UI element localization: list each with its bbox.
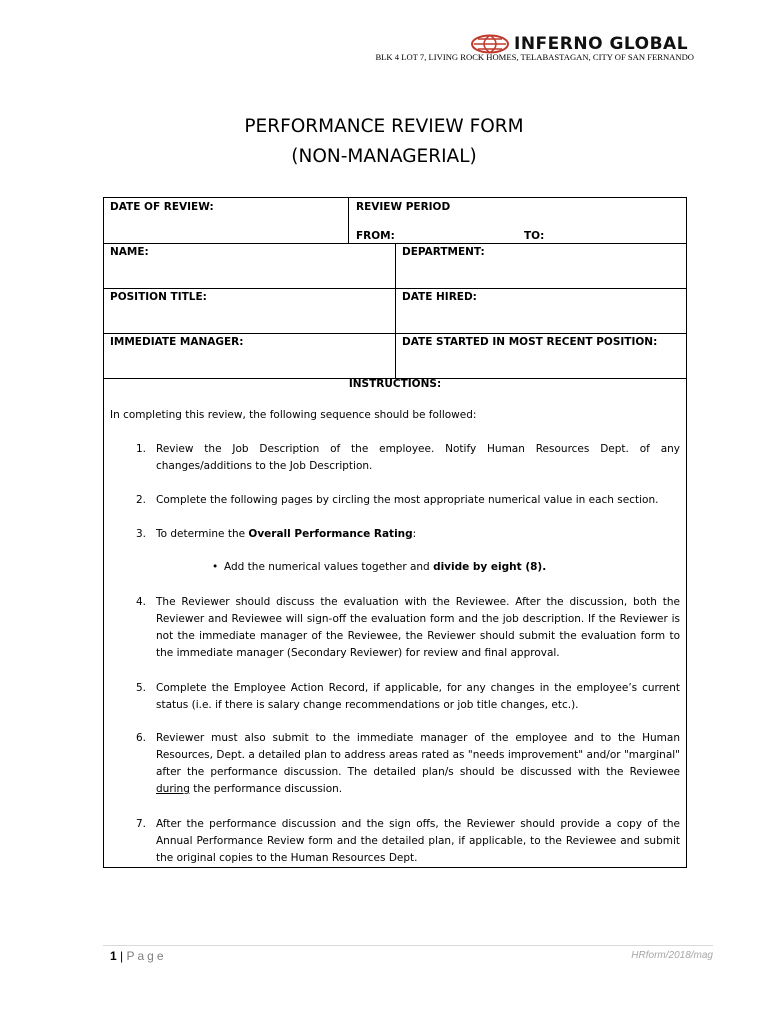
item-text-part: :: [412, 528, 417, 540]
instruction-item: [128, 594, 680, 662]
immediate-manager-label: IMMEDIATE MANAGER:: [110, 336, 244, 348]
item-text: The Reviewer should discuss the evaluation with the Reviewee. After the discussion, both the Reviewer and Reviewee will sign-off the evaluation form and the job description. If the Reviewer is not the immediate manager of the Reviewee, the Reviewer should submit the evaluation form to the immediate manager (Secondary Reviewer) for review and final approval.: [156, 596, 680, 659]
company-address: BLK 4 LOT 7, LIVING ROCK HOMES, TELABASTAGAN, CITY OF SAN FERNANDO: [375, 52, 694, 62]
globe-logo-icon: [470, 34, 510, 54]
item-text-part: Reviewer must also submit to the immediate manager of the employee and to the Human Resources, Dept. a detailed plan to address areas rated as "needs improvement" and/or "marginal" after the performance discussion. The detailed plan/s should be discussed with the Reviewee: [156, 732, 680, 778]
review-period-label: REVIEW PERIOD: [356, 201, 451, 213]
name-label: NAME:: [110, 246, 149, 258]
review-form-table: [103, 197, 687, 868]
instructions-intro: In completing this review, the following sequence should be followed:: [110, 409, 477, 421]
item-text-part: the performance discussion.: [189, 783, 343, 795]
instruction-item: [128, 816, 680, 867]
item-text: Review the Job Description of the employee. Notify Human Resources Dept. of any changes/additions to the Job Description.: [156, 443, 680, 472]
department-label: DEPARTMENT:: [402, 246, 485, 258]
instruction-item: [128, 680, 680, 714]
instruction-item: [128, 730, 680, 798]
review-to-label: TO:: [524, 230, 545, 242]
overall-rating-emphasis: Overall Performance Rating: [248, 528, 413, 540]
form-reference: HRform/2018/mag: [631, 950, 713, 961]
item-text: After the performance discussion and the sign offs, the Reviewer should provide a copy of the Annual Performance Review form and the detailed plan, if applicable, to the Reviewee and submit the original copies to the Human Resources Dept.: [156, 818, 680, 864]
column-divider: [395, 243, 396, 378]
item-number: 3.: [135, 528, 146, 540]
review-from-label: FROM:: [356, 230, 395, 242]
date-of-review-label: DATE OF REVIEW:: [110, 201, 214, 213]
item-number: 2.: [135, 494, 146, 506]
bullet-emphasis: divide by eight (8).: [433, 561, 547, 573]
item-text: [156, 526, 680, 543]
position-title-label: POSITION TITLE:: [110, 291, 207, 303]
date-started-label: DATE STARTED IN MOST RECENT POSITION:: [402, 336, 658, 348]
item-number: 7.: [135, 818, 146, 830]
item-number: 4.: [135, 596, 146, 608]
footer-divider: [103, 945, 713, 946]
underlined-word: during: [156, 783, 190, 795]
bullet-item: [212, 561, 546, 573]
page-number: 1: [110, 949, 117, 963]
page-separator: |: [120, 949, 124, 963]
item-number: 5.: [135, 682, 146, 694]
item-text-part: To determine the: [156, 528, 249, 540]
page-label: Page: [126, 949, 167, 963]
instructions-heading: INSTRUCTIONS:: [348, 378, 442, 390]
bullet-icon: •: [212, 561, 219, 573]
instruction-item: [128, 441, 680, 475]
date-hired-label: DATE HIRED:: [402, 291, 477, 303]
item-number: 1.: [135, 443, 146, 455]
item-text: Complete the following pages by circling the most appropriate numerical value in each section.: [156, 494, 659, 506]
instruction-item: [128, 526, 680, 543]
column-divider: [348, 198, 349, 243]
company-name: INFERNO GLOBAL: [514, 33, 689, 54]
item-number: 6.: [135, 732, 146, 744]
item-text: Complete the Employee Action Record, if applicable, for any changes in the employee’s current status (i.e. if there is salary change recommendations or job title changes, etc.).: [156, 682, 680, 711]
instruction-item: [128, 492, 680, 509]
form-title: PERFORMANCE REVIEW FORM: [244, 116, 524, 137]
page-indicator: [110, 949, 167, 963]
item-text: [156, 730, 680, 798]
form-subtitle: (NON-MANAGERIAL): [291, 146, 477, 167]
bullet-text: Add the numerical values together and: [224, 561, 434, 573]
